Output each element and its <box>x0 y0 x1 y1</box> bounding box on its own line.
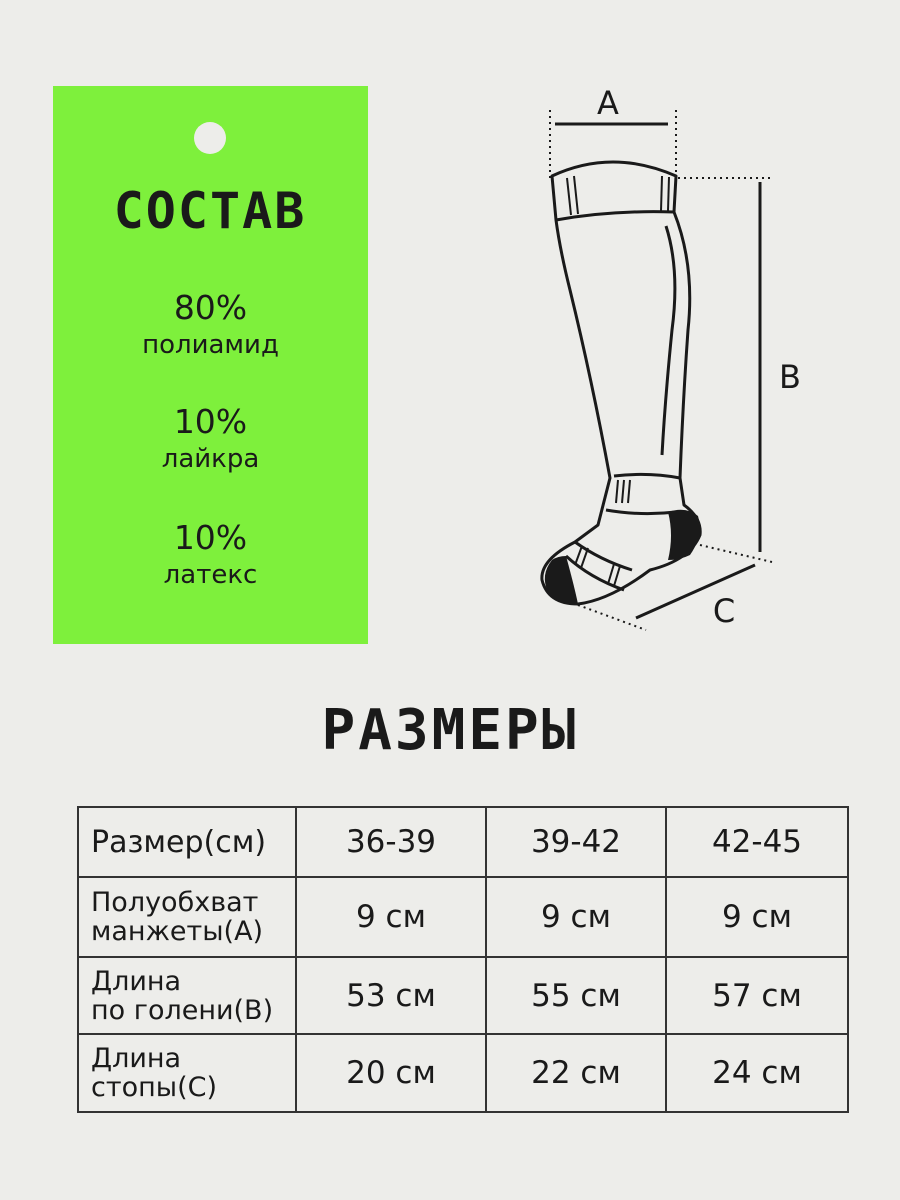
table-cell: 36-39 <box>296 807 486 877</box>
table-cell: 9 см <box>296 877 486 957</box>
sock-diagram <box>520 70 820 650</box>
table-cell: Размер(см) <box>78 807 296 877</box>
row-label-line: стопы(C) <box>91 1072 217 1103</box>
table-cell: 42-45 <box>666 807 848 877</box>
table-cell: 55 см <box>486 957 666 1034</box>
table-cell: 57 см <box>666 957 848 1034</box>
composition-percent: 10% <box>173 402 248 441</box>
composition-percent: 10% <box>173 518 248 557</box>
table-cell: 39-42 <box>486 807 666 877</box>
table-header-row <box>78 807 848 877</box>
table-row <box>78 877 848 957</box>
composition-material: лайкра <box>161 444 260 474</box>
tag-hole <box>194 122 226 154</box>
composition-material: латекс <box>163 560 258 590</box>
composition-percent: 80% <box>173 288 248 327</box>
heel-patch <box>668 510 700 560</box>
row-label-line: по голени(B) <box>91 994 274 1026</box>
table-row <box>78 957 848 1034</box>
composition-title: СОСТАВ <box>113 182 307 240</box>
row-label-line: Длина <box>91 965 182 997</box>
table-cell: 9 см <box>666 877 848 957</box>
table-row-label <box>78 957 296 1034</box>
dim-b-label: B <box>779 358 801 396</box>
table-row-label <box>78 1034 296 1112</box>
table-cell: 20 см <box>296 1034 486 1112</box>
row-label-line: Длина <box>91 1043 182 1074</box>
table-row <box>78 1034 848 1112</box>
composition-item <box>53 518 368 592</box>
table-cell: 9 см <box>486 877 666 957</box>
composition-item <box>53 402 368 476</box>
dim-c-label: C <box>712 592 736 630</box>
table-cell: 22 см <box>486 1034 666 1112</box>
table-cell: 24 см <box>666 1034 848 1112</box>
composition-material: полиамид <box>142 330 279 360</box>
dim-c-line <box>636 565 755 618</box>
composition-item <box>53 288 368 362</box>
table-cell: 53 см <box>296 957 486 1034</box>
table-row-label <box>78 877 296 957</box>
row-label-line: манжеты(A) <box>91 916 264 947</box>
dim-a-label: A <box>597 84 619 122</box>
row-label-line: Полуобхват <box>91 887 259 918</box>
size-table <box>77 806 849 1113</box>
sizes-title: РАЗМЕРЫ <box>321 698 579 763</box>
